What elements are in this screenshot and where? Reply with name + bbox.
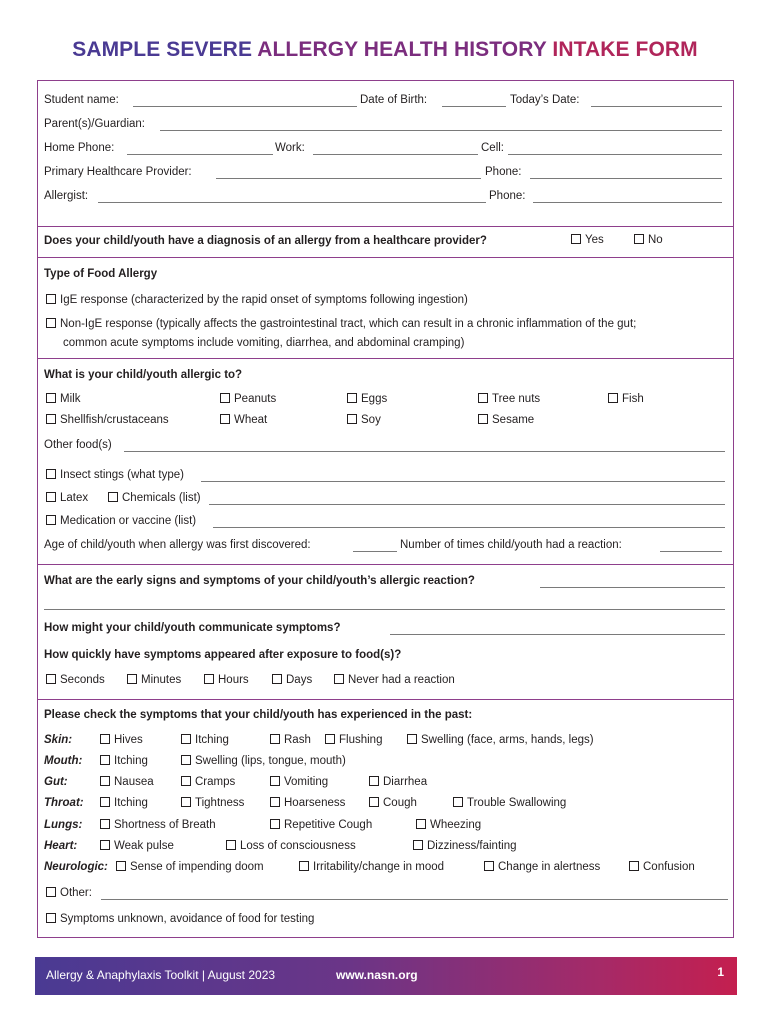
provider-phone-field[interactable] [530,178,722,179]
swelling-skin-option[interactable] [407,732,594,748]
insect-checkbox[interactable] [46,469,56,479]
repetitive-cough-checkbox[interactable] [270,819,280,829]
section-divider [38,699,733,700]
vomiting-checkbox[interactable] [270,776,280,786]
todays-date-label: Today’s Date: [510,94,580,106]
swelling-mouth-option[interactable] [181,753,346,769]
medication-field[interactable] [213,527,725,528]
other-food-field[interactable] [124,451,725,452]
soy-checkbox[interactable] [347,414,357,424]
other-symptom-checkbox[interactable] [46,887,56,897]
swelling-mouth-label: Swelling (lips, tongue, mouth) [195,755,346,767]
milk-label: Milk [60,393,81,405]
ige-checkbox[interactable] [46,294,56,304]
non-ige-label-continued: common acute symptoms include vomiting, diarrhea, and abdominal cramping) [63,337,465,349]
diagnosis-no-option[interactable] [634,232,663,248]
flushing-checkbox[interactable] [325,734,335,744]
insect-label: Insect stings (what type) [60,469,184,481]
dob-label: Date of Birth: [360,94,428,106]
diagnosis-question: Does your child/youth have a diagnosis of an allergy from a healthcare provider? [44,235,487,247]
hoarseness-label: Hoarseness [284,797,346,809]
irritability-checkbox[interactable] [299,861,309,871]
other-symptom-option[interactable] [46,885,92,901]
latex-label: Latex [60,492,89,504]
eggs-option[interactable] [347,391,387,407]
other-symptom-label: Other: [60,887,92,899]
wheat-label: Wheat [234,414,268,426]
fish-label: Fish [622,393,644,405]
early-signs-field-line-2[interactable] [44,609,725,610]
seconds-option[interactable] [46,672,105,688]
dizziness-option[interactable] [413,838,516,854]
skin-label: Skin: [44,734,73,746]
mouth-label: Mouth: [44,755,83,767]
early-signs-field[interactable] [540,587,725,588]
tree-nuts-checkbox[interactable] [478,393,488,403]
sesame-option[interactable] [478,412,534,428]
confusion-option[interactable] [629,859,695,875]
allergist-field[interactable] [98,202,486,203]
other-food-label: Other food(s) [44,439,112,451]
doom-label: Sense of impending doom [130,861,264,873]
section-divider [38,257,733,258]
unknown-checkbox[interactable] [46,913,56,923]
medication-option[interactable] [46,513,196,529]
age-discovered-field[interactable] [353,551,397,552]
home-phone-field[interactable] [127,154,273,155]
rash-option[interactable] [270,732,311,748]
early-signs-question: What are the early signs and symptoms of your child/youth’s allergic reaction? [44,575,475,587]
cramps-checkbox[interactable] [181,776,191,786]
diarrhea-checkbox[interactable] [369,776,379,786]
shellfish-label: Shellfish/crustaceans [60,414,169,426]
non-ige-label: Non-IgE response (typically affects the gastrointestinal tract, which can result in a chronic inflammation of the gut; [60,318,637,330]
quickly-question: How quickly have symptoms appeared after exposure to food(s)? [44,649,402,661]
diarrhea-label: Diarrhea [383,776,428,788]
latex-checkbox[interactable] [46,492,56,502]
throat-itching-option[interactable] [100,795,148,811]
parent-guardian-label: Parent(s)/Guardian: [44,118,145,130]
shortness-option[interactable] [100,817,216,833]
ige-option[interactable] [46,292,468,308]
hives-label: Hives [114,734,143,746]
hoarseness-option[interactable] [270,795,345,811]
milk-option[interactable] [46,391,80,407]
shortness-label: Shortness of Breath [114,819,216,831]
tightness-label: Tightness [195,797,245,809]
cough-checkbox[interactable] [369,797,379,807]
wheezing-label: Wheezing [430,819,482,831]
unknown-option[interactable] [46,911,314,927]
nausea-option[interactable] [100,774,154,790]
cell-label: Cell: [481,142,505,154]
itching-label: Itching [195,734,229,746]
alertness-label: Change in alertness [498,861,601,873]
flushing-label: Flushing [339,734,383,746]
minutes-option[interactable] [127,672,181,688]
days-checkbox[interactable] [272,674,282,684]
provider-phone-label: Phone: [485,166,522,178]
home-phone-label: Home Phone: [44,142,115,154]
eggs-label: Eggs [361,393,388,405]
allergens-heading: What is your child/youth allergic to? [44,369,243,381]
age-discovered-label: Age of child/youth when allergy was first discovered: [44,539,311,551]
student-name-field[interactable] [133,106,357,107]
chemicals-option[interactable] [108,490,201,506]
repetitive-cough-option[interactable] [270,817,372,833]
chemicals-field[interactable] [209,504,725,505]
nausea-label: Nausea [114,776,154,788]
shellfish-option[interactable] [46,412,169,428]
work-phone-field[interactable] [313,154,478,155]
irritability-label: Irritability/change in mood [313,861,445,873]
student-name-label: Student name: [44,94,119,106]
minutes-checkbox[interactable] [127,674,137,684]
never-option[interactable] [334,672,455,688]
wheat-option[interactable] [220,412,267,428]
consciousness-checkbox[interactable] [226,840,236,850]
peanuts-checkbox[interactable] [220,393,230,403]
tightness-option[interactable] [181,795,244,811]
alertness-checkbox[interactable] [484,861,494,871]
alertness-option[interactable] [484,859,600,875]
cramps-label: Cramps [195,776,236,788]
doom-option[interactable] [116,859,264,875]
yes-checkbox[interactable] [571,234,581,244]
footer-url-link[interactable]: www.nasn.org [336,968,418,982]
neurologic-label: Neurologic: [44,861,108,873]
tree-nuts-label: Tree nuts [492,393,541,405]
provider-label: Primary Healthcare Provider: [44,166,192,178]
shortness-checkbox[interactable] [100,819,110,829]
form-title [0,38,770,62]
ige-label: IgE response (characterized by the rapid onset of symptoms following ingestion) [60,294,468,306]
title-part-1: SAMPLE SEVERE [72,38,258,61]
rash-checkbox[interactable] [270,734,280,744]
medication-label: Medication or vaccine (list) [60,515,197,527]
tree-nuts-option[interactable] [478,391,540,407]
title-part-3: INTAKE FORM [552,38,698,61]
hours-option[interactable] [204,672,249,688]
eggs-checkbox[interactable] [347,393,357,403]
swelling-skin-label: Swelling (face, arms, hands, legs) [421,734,594,746]
swallowing-option[interactable] [453,795,566,811]
section-divider [38,564,733,565]
doom-checkbox[interactable] [116,861,126,871]
throat-label: Throat: [44,797,84,809]
section-divider [38,226,733,227]
yes-label: Yes [585,234,604,246]
diagnosis-yes-option[interactable] [571,232,604,248]
swelling-skin-checkbox[interactable] [407,734,417,744]
other-symptom-field[interactable] [101,899,728,900]
days-label: Days [286,674,313,686]
hives-option[interactable] [100,732,143,748]
soy-label: Soy [361,414,381,426]
never-checkbox[interactable] [334,674,344,684]
cell-phone-field[interactable] [508,154,722,155]
gut-label: Gut: [44,776,68,788]
cough-option[interactable] [369,795,417,811]
swallowing-label: Trouble Swallowing [467,797,567,809]
latex-option[interactable] [46,490,88,506]
hoarseness-checkbox[interactable] [270,797,280,807]
hours-label: Hours [218,674,249,686]
section-divider [38,358,733,359]
allergist-phone-field[interactable] [533,202,722,203]
milk-checkbox[interactable] [46,393,56,403]
parent-guardian-field[interactable] [160,130,722,131]
weak-pulse-label: Weak pulse [114,840,174,852]
footer-toolkit-text: Allergy & Anaphylaxis Toolkit | August 2023 [46,968,276,982]
fish-option[interactable] [608,391,644,407]
provider-field[interactable] [216,178,481,179]
swelling-mouth-checkbox[interactable] [181,755,191,765]
intake-form [37,80,734,938]
confusion-label: Confusion [643,861,695,873]
allergist-label: Allergist: [44,190,89,202]
minutes-label: Minutes [141,674,182,686]
shellfish-checkbox[interactable] [46,414,56,424]
mouth-itching-option[interactable] [100,753,148,769]
rash-label: Rash [284,734,311,746]
reaction-count-label: Number of times child/youth had a reaction: [400,539,622,551]
work-label: Work: [275,142,305,154]
cough-label: Cough [383,797,417,809]
consciousness-option[interactable] [226,838,356,854]
unknown-label: Symptoms unknown, avoidance of food for testing [60,913,315,925]
itching-checkbox[interactable] [181,734,191,744]
dizziness-checkbox[interactable] [413,840,423,850]
seconds-checkbox[interactable] [46,674,56,684]
hives-checkbox[interactable] [100,734,110,744]
never-label: Never had a reaction [348,674,455,686]
dob-field[interactable] [442,106,506,107]
insect-field[interactable] [201,481,725,482]
chemicals-label: Chemicals (list) [122,492,201,504]
nausea-checkbox[interactable] [100,776,110,786]
non-ige-checkbox[interactable] [46,318,56,328]
hours-checkbox[interactable] [204,674,214,684]
flushing-option[interactable] [325,732,382,748]
symptoms-heading: Please check the symptoms that your child/youth has experienced in the past: [44,709,473,721]
page-number: 1 [717,965,724,979]
dizziness-label: Dizziness/fainting [427,840,517,852]
medication-checkbox[interactable] [46,515,56,525]
mouth-itching-label: Itching [114,755,148,767]
heart-label: Heart: [44,840,78,852]
swallowing-checkbox[interactable] [453,797,463,807]
no-checkbox[interactable] [634,234,644,244]
vomiting-option[interactable] [270,774,328,790]
irritability-option[interactable] [299,859,444,875]
peanuts-label: Peanuts [234,393,277,405]
vomiting-label: Vomiting [284,776,329,788]
weak-pulse-checkbox[interactable] [100,840,110,850]
diarrhea-option[interactable] [369,774,427,790]
confusion-checkbox[interactable] [629,861,639,871]
cramps-option[interactable] [181,774,235,790]
wheat-checkbox[interactable] [220,414,230,424]
fish-checkbox[interactable] [608,393,618,403]
communicate-question: How might your child/youth communicate symptoms? [44,622,341,634]
insect-option[interactable] [46,467,184,483]
allergist-phone-label: Phone: [489,190,526,202]
seconds-label: Seconds [60,674,105,686]
repetitive-cough-label: Repetitive Cough [284,819,373,831]
mouth-itching-checkbox[interactable] [100,755,110,765]
soy-option[interactable] [347,412,381,428]
days-option[interactable] [272,672,312,688]
title-part-2: ALLERGY HEALTH HISTORY [257,38,553,61]
itching-option[interactable] [181,732,229,748]
communicate-field[interactable] [390,634,725,635]
chemicals-checkbox[interactable] [108,492,118,502]
footer-bar [35,957,737,995]
todays-date-field[interactable] [591,106,722,107]
weak-pulse-option[interactable] [100,838,174,854]
non-ige-option[interactable] [46,316,636,332]
throat-itching-label: Itching [114,797,148,809]
sesame-label: Sesame [492,414,535,426]
wheezing-checkbox[interactable] [416,819,426,829]
sesame-checkbox[interactable] [478,414,488,424]
lungs-label: Lungs: [44,819,83,831]
tightness-checkbox[interactable] [181,797,191,807]
no-label: No [648,234,663,246]
food-type-heading: Type of Food Allergy [44,268,158,280]
consciousness-label: Loss of consciousness [240,840,356,852]
throat-itching-checkbox[interactable] [100,797,110,807]
reaction-count-field[interactable] [660,551,722,552]
peanuts-option[interactable] [220,391,276,407]
wheezing-option[interactable] [416,817,481,833]
